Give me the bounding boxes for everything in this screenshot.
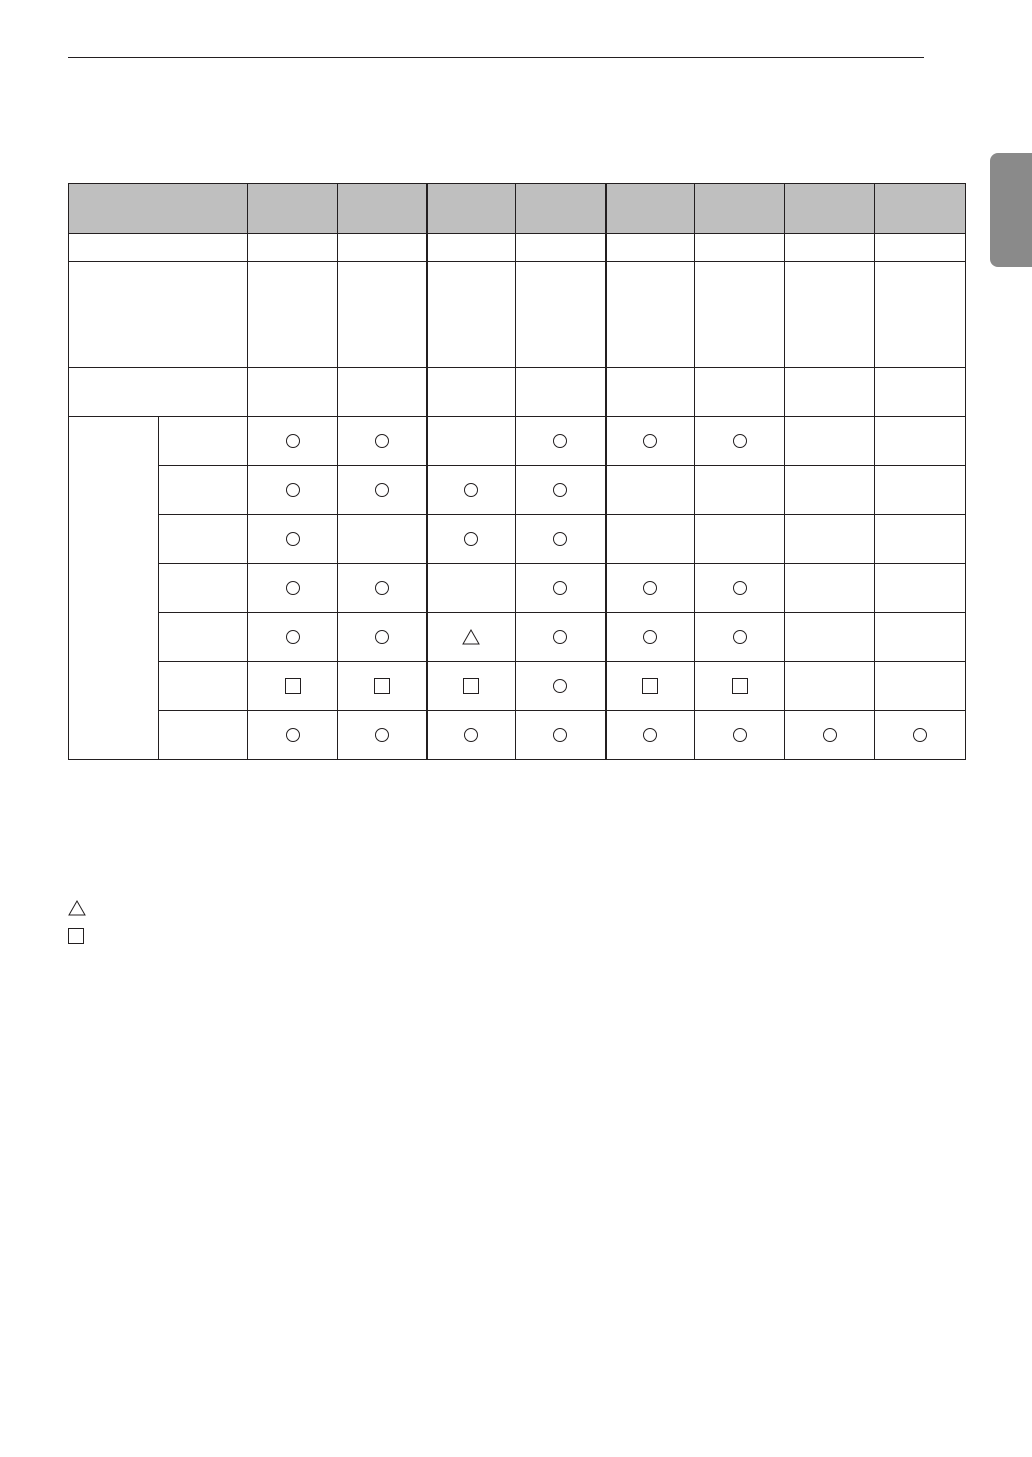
circle-icon	[464, 532, 478, 546]
symbol-cell	[875, 711, 966, 760]
symbol-cell	[606, 417, 695, 466]
row-label-cell	[159, 613, 248, 662]
symbol-cell	[785, 417, 875, 466]
header-rule	[68, 57, 924, 58]
header-cell-col-7	[785, 184, 875, 234]
circle-icon	[375, 728, 389, 742]
symbol-cell	[427, 515, 516, 564]
symbol-cell	[516, 466, 606, 515]
circle-icon	[643, 728, 657, 742]
symbol-cell	[785, 564, 875, 613]
symbol-cell	[606, 711, 695, 760]
circle-icon	[464, 728, 478, 742]
symbol-cell	[248, 662, 338, 711]
symbol-cell	[248, 466, 338, 515]
square-icon	[463, 678, 479, 694]
symbol-cell	[338, 564, 427, 613]
symbol-cell	[516, 662, 606, 711]
table-row	[69, 564, 966, 613]
square-icon	[642, 678, 658, 694]
symbol-cell	[875, 417, 966, 466]
square-icon	[374, 678, 390, 694]
symbol-cell	[248, 417, 338, 466]
symbol-cell	[248, 515, 338, 564]
circle-icon	[375, 434, 389, 448]
symbol-cell	[516, 613, 606, 662]
symbol-cell	[338, 711, 427, 760]
symbol-cell	[785, 711, 875, 760]
circle-icon	[286, 728, 300, 742]
circle-icon	[733, 581, 747, 595]
symbol-cell	[248, 711, 338, 760]
compatibility-table	[68, 183, 966, 760]
symbol-cell	[695, 662, 785, 711]
square-icon	[732, 678, 748, 694]
symbol-cell	[785, 515, 875, 564]
circle-icon	[464, 483, 478, 497]
legend-item	[68, 922, 96, 950]
symbol-legend	[68, 894, 96, 950]
symbol-cell	[338, 515, 427, 564]
symbol-cell	[695, 515, 785, 564]
circle-icon	[553, 532, 567, 546]
symbol-cell	[875, 662, 966, 711]
circle-icon	[643, 434, 657, 448]
symbol-cell	[785, 662, 875, 711]
symbol-cell	[695, 613, 785, 662]
info-row-3	[69, 368, 966, 417]
symbol-cell	[875, 466, 966, 515]
symbol-cell	[427, 662, 516, 711]
symbol-cell	[338, 466, 427, 515]
square-icon	[68, 928, 84, 944]
header-cell-col-8	[875, 184, 966, 234]
circle-icon	[823, 728, 837, 742]
symbol-cell	[875, 564, 966, 613]
circle-icon	[553, 630, 567, 644]
square-icon	[285, 678, 301, 694]
row-label-cell	[159, 662, 248, 711]
symbol-cell	[785, 613, 875, 662]
info-row-2	[69, 262, 966, 368]
symbol-cell	[248, 564, 338, 613]
row-label-cell	[159, 515, 248, 564]
symbol-cell	[695, 711, 785, 760]
symbol-cell	[427, 564, 516, 613]
circle-icon	[553, 581, 567, 595]
row-label-cell	[159, 466, 248, 515]
symbol-cell	[338, 613, 427, 662]
symbol-cell	[248, 613, 338, 662]
language-side-tab[interactable]	[990, 153, 1032, 267]
circle-icon	[643, 581, 657, 595]
header-cell-col-3	[427, 184, 516, 234]
header-cell-col-6	[695, 184, 785, 234]
symbol-cell	[695, 564, 785, 613]
symbol-cell	[427, 613, 516, 662]
header-cell-col-2	[338, 184, 427, 234]
symbol-cell	[695, 417, 785, 466]
table-row	[69, 466, 966, 515]
circle-icon	[733, 728, 747, 742]
circle-icon	[733, 434, 747, 448]
symbol-cell	[606, 613, 695, 662]
symbol-cell	[427, 417, 516, 466]
circle-icon	[643, 630, 657, 644]
row-label-cell	[159, 711, 248, 760]
info-row-1	[69, 234, 966, 262]
header-cell-col-1	[248, 184, 338, 234]
symbol-cell	[338, 417, 427, 466]
circle-icon	[733, 630, 747, 644]
symbol-cell	[785, 466, 875, 515]
circle-icon	[286, 581, 300, 595]
row-label-cell	[159, 564, 248, 613]
symbol-cell	[427, 466, 516, 515]
symbol-cell	[606, 564, 695, 613]
circle-icon	[375, 630, 389, 644]
circle-icon	[286, 483, 300, 497]
circle-icon	[913, 728, 927, 742]
symbol-cell	[516, 711, 606, 760]
symbol-cell	[875, 515, 966, 564]
table-row	[69, 711, 966, 760]
row-label-cell	[159, 417, 248, 466]
symbol-cell	[695, 466, 785, 515]
symbol-cell	[427, 711, 516, 760]
symbol-cell	[875, 613, 966, 662]
circle-icon	[375, 581, 389, 595]
symbol-cell	[516, 564, 606, 613]
circle-icon	[286, 434, 300, 448]
legend-item	[68, 894, 96, 922]
table-row	[69, 662, 966, 711]
symbol-cell	[606, 466, 695, 515]
triangle-icon	[462, 629, 480, 645]
group-label-cell	[69, 417, 159, 760]
circle-icon	[286, 630, 300, 644]
circle-icon	[553, 728, 567, 742]
table-row	[69, 515, 966, 564]
circle-icon	[553, 679, 567, 693]
header-cell-label	[69, 184, 248, 234]
symbol-cell	[338, 662, 427, 711]
circle-icon	[553, 434, 567, 448]
table-row	[69, 417, 966, 466]
circle-icon	[553, 483, 567, 497]
header-cell-col-5	[606, 184, 695, 234]
table-row	[69, 613, 966, 662]
symbol-cell	[516, 515, 606, 564]
circle-icon	[286, 532, 300, 546]
header-cell-col-4	[516, 184, 606, 234]
symbol-cell	[606, 662, 695, 711]
triangle-icon	[68, 900, 86, 916]
circle-icon	[375, 483, 389, 497]
symbol-cell	[606, 515, 695, 564]
symbol-cell	[516, 417, 606, 466]
